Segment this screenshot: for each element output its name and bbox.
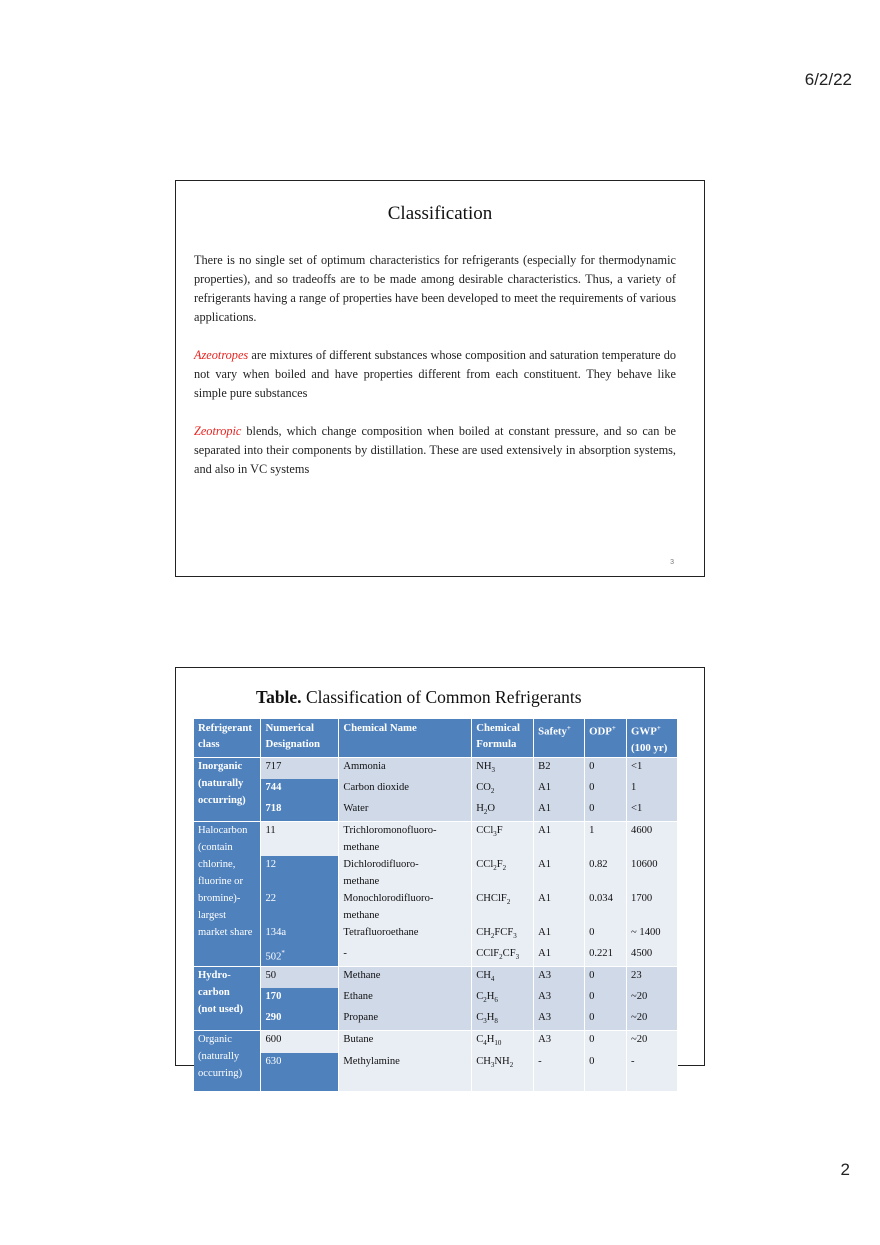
cell-gwp: 1 [627, 779, 678, 800]
cell-gwp: 4500 [627, 945, 678, 967]
cell-odp: 0 [585, 800, 627, 822]
table-row [194, 1031, 678, 1053]
class-label-line: largest [198, 909, 227, 921]
cell-safety: A1 [534, 924, 585, 945]
class-label-line: occurring) [198, 794, 246, 806]
table-row [194, 1009, 678, 1031]
cell-chemical-formula: $C_4H_{10}$ [472, 1031, 534, 1053]
filler-cell [261, 1074, 339, 1091]
class-label-line: occurring) [198, 1068, 243, 1080]
cell-chemical-name: Ammonia [339, 757, 472, 779]
cell-odp: 0 [585, 1053, 627, 1074]
slide-title: Classification [387, 203, 493, 224]
paragraph-zeotropic [194, 422, 676, 479]
class-label-line: Hydro- [198, 970, 231, 982]
cell-chemical-formula: $CH_3NH_2$ [472, 1053, 534, 1074]
cell-numerical-designation: 718 [261, 800, 339, 822]
cell-chemical-formula: CCl$_3$F [472, 821, 534, 856]
cell-chemical-name: Carbon dioxide [339, 779, 472, 800]
cell-safety: - [534, 1053, 585, 1074]
cell-numerical-designation: 50 [261, 967, 339, 989]
cell-safety: A1 [534, 890, 585, 924]
cell-safety: A1 [534, 779, 585, 800]
cell-safety: A3 [534, 1009, 585, 1031]
header-safety: Safety+ [534, 719, 585, 757]
cell-chemical-formula: $C_3H_8$ [472, 1009, 534, 1031]
table-caption-text: Classification of Common Refrigerants [301, 687, 582, 707]
cell-chemical-name: Ethane [339, 988, 472, 1009]
group-inorganic [194, 757, 678, 821]
cell-safety: A1 [534, 800, 585, 822]
azeotropes-definition: are mixtures of different substances whose composition and saturation temperature do not vary when boiled and have properties different from each constituent. They behave like simple pure substances [194, 348, 676, 400]
paragraph-azeotropes [194, 346, 676, 403]
cell-gwp: ~20 [627, 988, 678, 1009]
cell-chemical-formula: $CClF_2CF_3$ [472, 945, 534, 967]
cell-numerical-designation: 600 [261, 1031, 339, 1053]
cell-chemical-formula: CHClF$_2$ [472, 890, 534, 924]
header-chemical-name: Chemical Name [339, 719, 472, 757]
table-row [194, 779, 678, 800]
cell-odp: 0 [585, 1031, 627, 1053]
cell-chemical-formula: $CH_4$ [472, 967, 534, 989]
table-row [194, 856, 678, 890]
cell-gwp: 4600 [627, 821, 678, 856]
cell-chemical-formula: $CH_2FCF_3$ [472, 924, 534, 945]
slide-classification [175, 180, 705, 577]
header-gwp: GWP+ (100 yr) [627, 719, 678, 757]
table-caption [256, 687, 582, 708]
cell-odp: 0 [585, 757, 627, 779]
slide-body [194, 251, 676, 498]
cell-gwp: <1 [627, 800, 678, 822]
cell-safety: B2 [534, 757, 585, 779]
cell-numerical-designation: 290 [261, 1009, 339, 1031]
filler-cell [534, 1074, 585, 1091]
cell-chemical-formula: $CO_2$ [472, 779, 534, 800]
cell-chemical-name: Tetrafluoroethane [339, 924, 472, 945]
table-row [194, 967, 678, 989]
cell-odp: 0 [585, 967, 627, 989]
cell-chemical-name: Water [339, 800, 472, 822]
table-row [194, 757, 678, 779]
filler-cell [627, 1074, 678, 1091]
header-odp: ODP+ [585, 719, 627, 757]
cell-gwp: - [627, 1053, 678, 1074]
cell-safety: A3 [534, 967, 585, 989]
header-numerical-designation: Numerical Designation [261, 719, 339, 757]
table-header-row [194, 719, 678, 757]
cell-chemical-name: Monochlorodifluoro- methane [339, 890, 472, 924]
slide-refrigerant-table [175, 667, 705, 1080]
cell-chemical-formula: $CCl_2F_2$ [472, 856, 534, 890]
cell-gwp: 10600 [627, 856, 678, 890]
table-row [194, 988, 678, 1009]
filler-cell [585, 1074, 627, 1091]
cell-gwp: ~20 [627, 1009, 678, 1031]
table-caption-label: Table. [256, 687, 302, 707]
cell-chemical-name: - [339, 945, 472, 967]
class-label-line: carbon [198, 987, 230, 999]
cell-refrigerant-class [194, 821, 261, 966]
group-halocarbon [194, 821, 678, 966]
cell-gwp: <1 [627, 757, 678, 779]
cell-safety: A3 [534, 1031, 585, 1053]
page-date: 6/2/22 [804, 70, 852, 89]
cell-numerical-designation: 630 [261, 1053, 339, 1074]
class-label-line: (contain [198, 841, 233, 853]
cell-chemical-name: Propane [339, 1009, 472, 1031]
class-label-line: market share [198, 926, 253, 938]
cell-safety: A1 [534, 945, 585, 967]
cell-odp: 0.221 [585, 945, 627, 967]
class-label-line: bromine)- [198, 892, 241, 904]
cell-numerical-designation: 717 [261, 757, 339, 779]
cell-gwp: ~ 1400 [627, 924, 678, 945]
cell-chemical-formula: $H_2O$ [472, 800, 534, 822]
class-label-line: chlorine, [198, 858, 236, 870]
class-label-line: fluorine or [198, 875, 244, 887]
cell-odp: 0 [585, 1009, 627, 1031]
slide-number: 3 [670, 559, 674, 566]
cell-chemical-formula: $NH_3$ [472, 757, 534, 779]
cell-numerical-designation: 744 [261, 779, 339, 800]
cell-odp: 0 [585, 988, 627, 1009]
cell-chemical-name: Methane [339, 967, 472, 989]
group-organic [194, 1031, 678, 1091]
refrigerant-table [194, 719, 678, 1091]
cell-numerical-designation: 12 [261, 856, 339, 890]
cell-refrigerant-class [194, 1031, 261, 1091]
filler-cell [339, 1074, 472, 1091]
table-filler-row [194, 1074, 678, 1091]
cell-refrigerant-class [194, 967, 261, 1031]
zeotropic-definition: blends, which change composition when boiled at constant pressure, and so can be separated into their components by distillation. These are used extensively in absorption systems, and also in VC systems [194, 424, 676, 476]
cell-numerical-designation: 11 [261, 821, 339, 856]
cell-gwp: 1700 [627, 890, 678, 924]
cell-numerical-designation: 22 [261, 890, 339, 924]
cell-safety: A1 [534, 856, 585, 890]
paragraph-tradeoffs: There is no single set of optimum characteristics for refrigerants (especially for thermodynamic properties), and so tradeoffs are to be made among desirable characteristics. Thus, a variety of refrigerants having a range of properties have been developed to meet the requirements of various applications. [194, 253, 676, 324]
cell-chemical-name: Dichlorodifluoro- methane [339, 856, 472, 890]
class-label-line: Halocarbon [198, 824, 248, 836]
table-row [194, 800, 678, 822]
table-row [194, 924, 678, 945]
cell-numerical-designation: 502* [261, 945, 339, 967]
header-refrigerant-class: Refrigerant class [194, 719, 261, 757]
term-zeotropic: Zeotropic [194, 424, 242, 438]
cell-gwp: ~20 [627, 1031, 678, 1053]
cell-chemical-formula: $C_2H_6$ [472, 988, 534, 1009]
class-label-line: (not used) [198, 1004, 244, 1016]
page-number: 2 [840, 1160, 850, 1179]
cell-odp: 1 [585, 821, 627, 856]
header-chemical-formula: Chemical Formula [472, 719, 534, 757]
cell-odp: 0 [585, 924, 627, 945]
cell-numerical-designation: 134a [261, 924, 339, 945]
class-label-line: (naturally [198, 1051, 240, 1063]
class-label-line: (naturally [198, 777, 244, 789]
table-row [194, 1053, 678, 1074]
table-row [194, 945, 678, 967]
cell-gwp: 23 [627, 967, 678, 989]
cell-chemical-name: Trichloromonofluoro- methane [339, 821, 472, 856]
term-azeotropes: Azeotropes [194, 348, 249, 362]
cell-odp: 0.034 [585, 890, 627, 924]
table-row [194, 821, 678, 856]
cell-safety: A1 [534, 821, 585, 856]
class-label-line: Organic [198, 1034, 232, 1046]
filler-cell [472, 1074, 534, 1091]
group-hydrocarbon [194, 967, 678, 1031]
cell-chemical-name: Butane [339, 1031, 472, 1053]
cell-chemical-name: Methylamine [339, 1053, 472, 1074]
cell-odp: 0 [585, 779, 627, 800]
class-label-line: Inorganic [198, 760, 243, 772]
cell-safety: A3 [534, 988, 585, 1009]
cell-numerical-designation: 170 [261, 988, 339, 1009]
cell-odp: 0.82 [585, 856, 627, 890]
table-row [194, 890, 678, 924]
cell-refrigerant-class [194, 757, 261, 821]
